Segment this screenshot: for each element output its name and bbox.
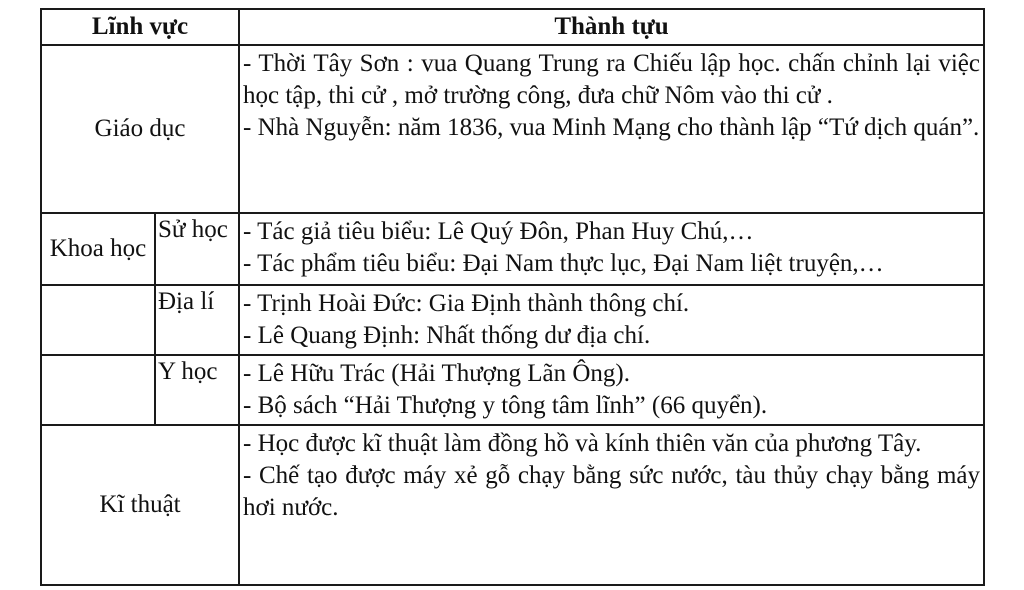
content-line: - Lê Quang Định: Nhất thống dư địa chí. xyxy=(243,322,651,349)
content-line: - Chế tạo được máy xẻ gỗ chạy bằng sức nước, tàu thủy chạy bằng máy hơi nước. xyxy=(243,462,980,521)
row-technology xyxy=(41,425,984,585)
content-line: - Thời Tây Sơn : vua Quang Trung ra Chiếu lập học. chấn chỉnh lại việc học tập, thi cử , mở trường công, đưa chữ Nôm vào thi cử . xyxy=(243,50,980,109)
content-history xyxy=(239,213,984,285)
empty-cell xyxy=(41,355,155,425)
sub-geography: Địa lí xyxy=(155,285,239,355)
content-education xyxy=(239,45,984,213)
content-line: - Học được kĩ thuật làm đồng hồ và kính thiên văn của phương Tây. xyxy=(243,430,922,457)
row-geography xyxy=(41,285,984,355)
achievements-table xyxy=(40,8,985,586)
content-geography xyxy=(239,285,984,355)
empty-cell xyxy=(41,285,155,355)
content-line: - Tác giả tiêu biểu: Lê Quý Đôn, Phan Huy Chú,… xyxy=(243,218,754,245)
field-technology: Kĩ thuật xyxy=(41,425,239,585)
row-medicine xyxy=(41,355,984,425)
content-line: - Nhà Nguyễn: năm 1836, vua Minh Mạng cho thành lập “Tứ dịch quán”. xyxy=(243,114,980,141)
field-education: Giáo dục xyxy=(41,45,239,213)
content-line: - Trịnh Hoài Đức: Gia Định thành thông chí. xyxy=(243,290,690,317)
field-science: Khoa học xyxy=(41,213,155,285)
content-line: - Bộ sách “Hải Thượng y tông tâm lĩnh” (66 quyển). xyxy=(243,392,768,419)
row-education xyxy=(41,45,984,213)
content-technology xyxy=(239,425,984,585)
sub-medicine: Y học xyxy=(155,355,239,425)
header-row xyxy=(41,9,984,45)
sub-history: Sử học xyxy=(155,213,239,285)
content-line: - Tác phẩm tiêu biểu: Đại Nam thực lục, Đại Nam liệt truyện,… xyxy=(243,250,884,277)
content-medicine xyxy=(239,355,984,425)
header-field: Lĩnh vực xyxy=(41,9,239,45)
row-history xyxy=(41,213,984,285)
header-achievement: Thành tựu xyxy=(239,9,984,45)
content-line: - Lê Hữu Trác (Hải Thượng Lãn Ông). xyxy=(243,360,631,387)
